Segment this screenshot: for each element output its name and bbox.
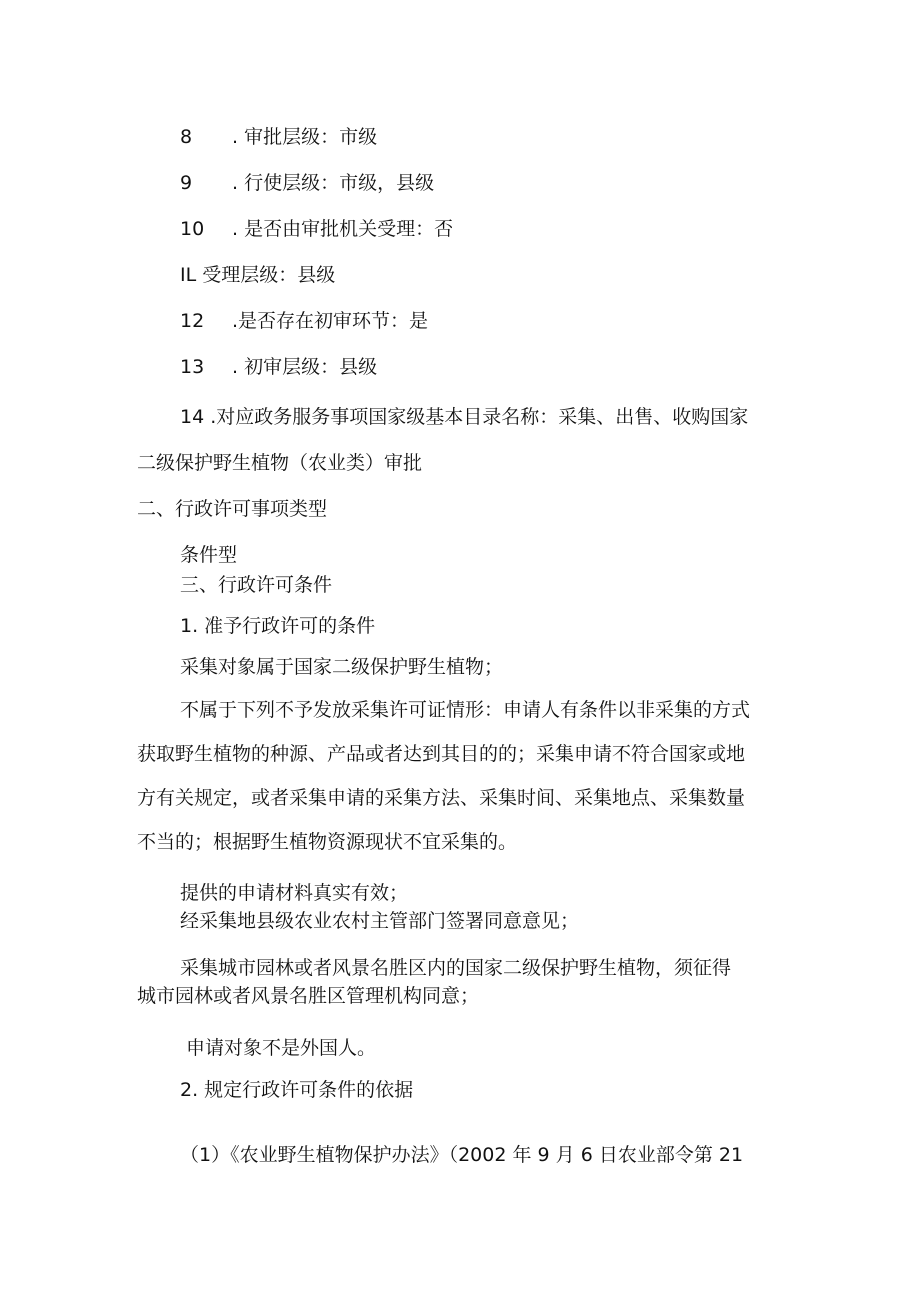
paragraph-line: 方有关规定，或者采集申请的采集方法、采集时间、采集地点、采集数量 — [137, 787, 746, 809]
condition-4: 经采集地县级农业农村主管部门签署同意意见； — [180, 910, 580, 932]
condition-1: 采集对象属于国家二级保护野生植物； — [180, 656, 504, 678]
list-text: IL 受理层级：县级 — [180, 264, 336, 286]
paragraph-line: 不属于下列不予发放采集许可证情形：申请人有条件以非采集的方式 — [180, 699, 751, 721]
list-text: .是否存在初审环节：是 — [232, 310, 429, 332]
list-number: 13 — [180, 356, 205, 378]
subsection-1-heading: 1. 准予行政许可的条件 — [180, 615, 376, 637]
list-number: 9 — [180, 172, 193, 194]
list-number: 12 — [180, 310, 205, 332]
list-number: 10 — [180, 218, 205, 240]
subsection-2-heading: 2. 规定行政许可条件的依据 — [180, 1079, 414, 1101]
list-number: 8 — [180, 126, 193, 148]
section-3-heading: 三、行政许可条件 — [180, 574, 333, 596]
list-text: . 初审层级：县级 — [232, 356, 378, 378]
paragraph-line: 城市园林或者风景名胜区管理机构同意； — [137, 985, 480, 1007]
list-text: . 是否由审批机关受理：否 — [232, 218, 454, 240]
paragraph-line: 获取野生植物的种源、产品或者达到其目的的；采集申请不符合国家或地 — [137, 743, 746, 765]
paragraph-line: 不当的；根据野生植物资源现状不宜采集的。 — [137, 831, 518, 853]
list-item-14-line2: 二级保护野生植物（农业类）审批 — [137, 452, 423, 474]
list-text: . 审批层级：市级 — [232, 126, 378, 148]
condition-6: 申请对象不是外国人。 — [186, 1037, 377, 1059]
paragraph-line: 采集城市园林或者风景名胜区内的国家二级保护野生植物，须征得 — [180, 957, 732, 979]
condition-3: 提供的申请材料真实有效； — [180, 882, 409, 904]
section-2-heading: 二、行政许可事项类型 — [137, 498, 328, 520]
basis-1: （1）《农业野生植物保护办法》（2002 年 9 月 6 日农业部令第 21 — [180, 1144, 744, 1166]
list-item-14-line1: 14 .对应政务服务事项国家级基本目录名称：采集、出售、收购国家 — [180, 406, 749, 428]
list-text: . 行使层级：市级，县级 — [232, 172, 435, 194]
permit-type: 条件型 — [180, 544, 238, 566]
